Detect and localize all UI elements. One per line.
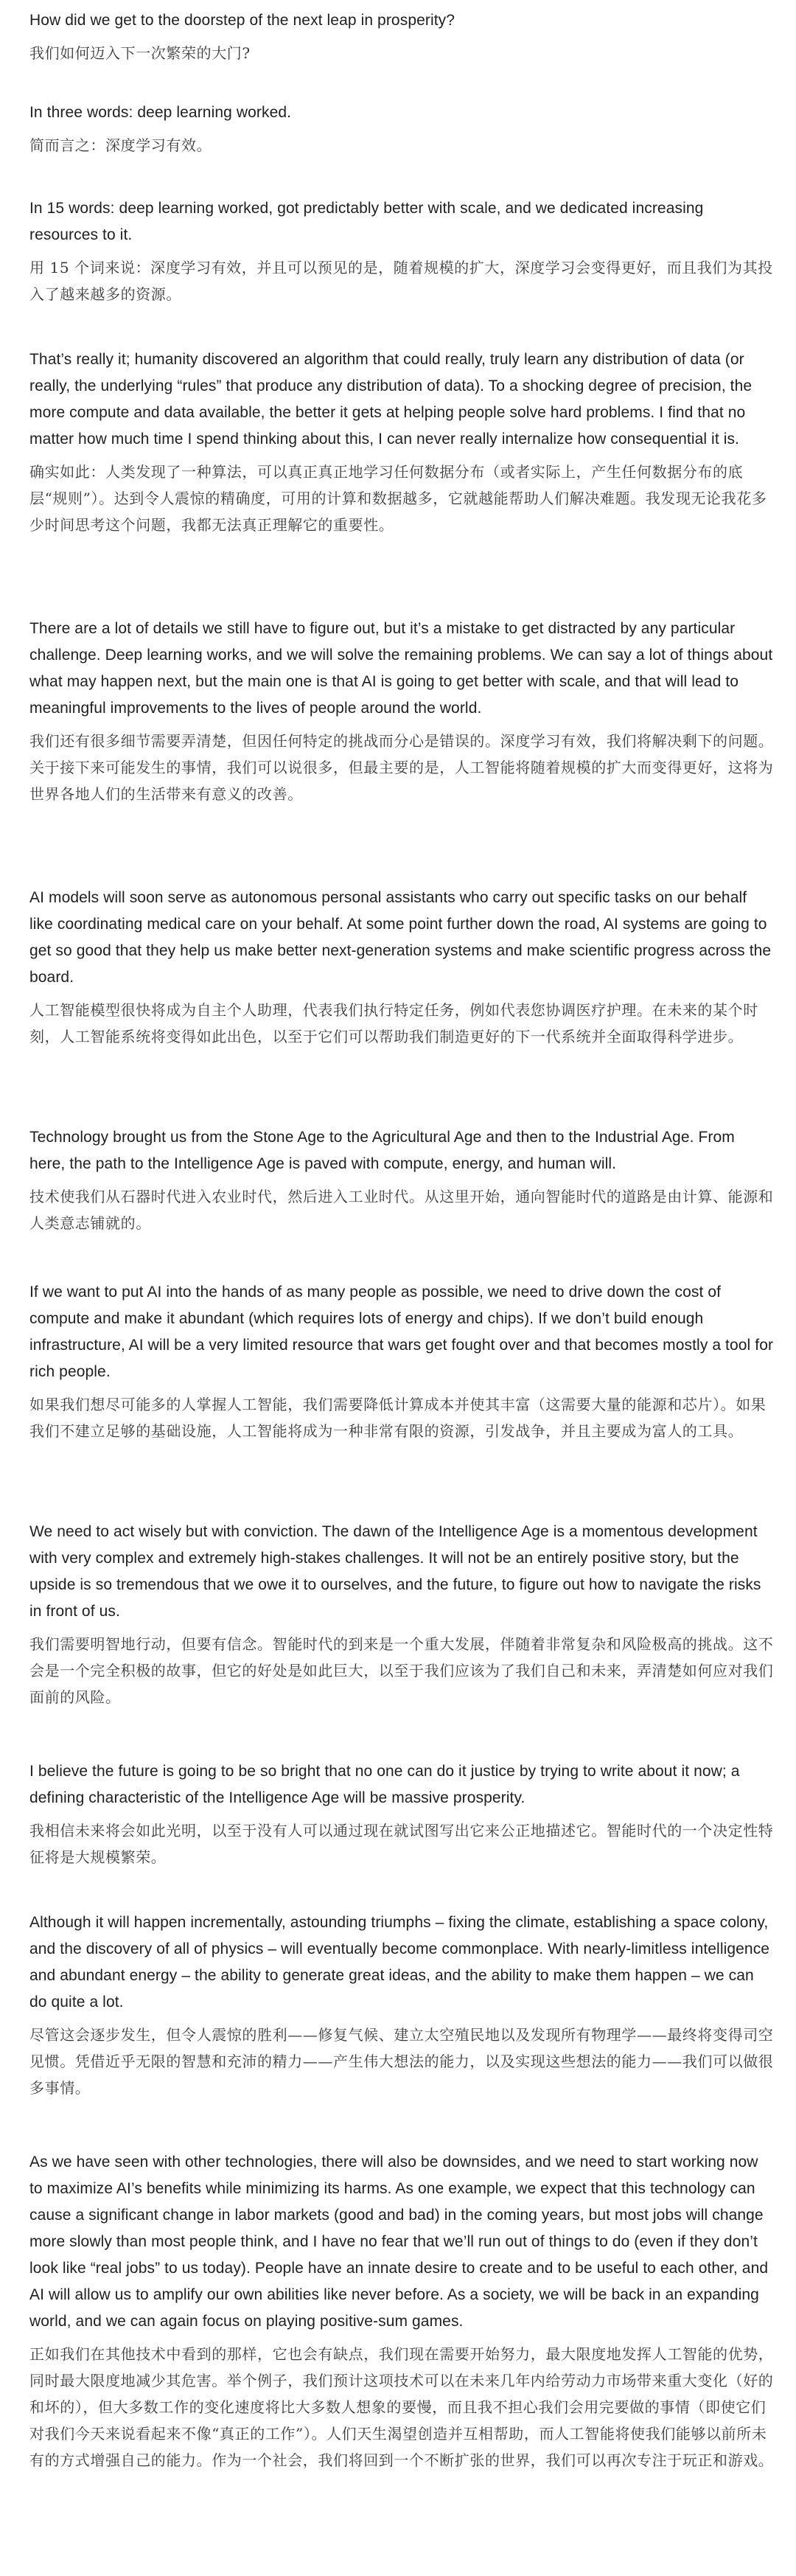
english-paragraph: As we have seen with other technologies, there will also be downsides, and we need to start working now to maximize AI’s benefits while minimizing its harms. As one example, we expect that this technology can cause a significant change in labor markets (good and bad) in the coming years, but most jobs will change more slowly than most people think, and I have no fear that we’ll run out of things to do (even if they don’t look like “real jobs” to us today). People have an innate desire to create and to be useful to each other, and AI will allow us to amplify our own abilities like never before. As a society, we will be back in an expanding world, and we can again focus on playing positive-sum games. xyxy=(29,2154,769,2330)
paragraph-block xyxy=(29,1519,774,1710)
paragraph-block xyxy=(29,2149,774,2474)
english-paragraph: How did we get to the doorstep of the next leap in prosperity? xyxy=(29,12,455,29)
chinese-paragraph: 确实如此：人类发现了一种算法，可以真正真正地学习任何数据分布（或者实际上，产生任何数据分布的底层“规则”）。达到令人震惊的精确度，可用的计算和数据越多，它就越能帮助人们解决难题。我发现无论我花多少时间思考这个问题，我都无法真正理解它的重要性。 xyxy=(29,463,767,534)
chinese-paragraph: 尽管这会逐步发生，但令人震惊的胜利——修复气候、建立太空殖民地以及发现所有物理学——最终将变得司空见惯。凭借近乎无限的智慧和充沛的精力——产生伟大想法的能力，以及实现这些想法的能力——我们可以做很多事情。 xyxy=(29,2026,774,2097)
english-paragraph: If we want to put AI into the hands of as many people as possible, we need to drive down the cost of compute and make it abundant (which requires lots of energy and chips). If we don’t build enough infrastructure, AI will be a very limited resource that wars get fought over and that becomes mostly a tool for rich people. xyxy=(29,1284,774,1380)
chinese-paragraph: 正如我们在其他技术中看到的那样，它也会有缺点，我们现在需要开始努力，最大限度地发挥人工智能的优势，同时最大限度地减少其危害。举个例子，我们预计这项技术可以在未来几年内给劳动力市场带来重大变化（好的和坏的），但大多数工作的变化速度将比大多数人想象的要慢，而且我不担心我们会用完要做的事情（即使它们对我们今天来说看起来不像“真正的工作”）。人们天生渴望创造并互相帮助，而人工智能将使我们能够以前所未有的方式增强自己的能力。作为一个社会，我们将回到一个不断扩张的世界，我们可以再次专注于玩正和游戏。 xyxy=(29,2345,774,2469)
paragraph-block xyxy=(29,1910,774,2101)
chinese-paragraph: 简而言之：深度学习有效。 xyxy=(29,136,212,154)
chinese-paragraph: 我们需要明智地行动，但要有信念。智能时代的到来是一个重大发展，伴随着非常复杂和风险极高的挑战。这不会是一个完全积极的故事，但它的好处是如此巨大，以至于我们应该为了我们自己和未来，弄清楚如何应对我们面前的风险。 xyxy=(29,1635,774,1706)
english-paragraph: In three words: deep learning worked. xyxy=(29,104,292,121)
paragraph-block xyxy=(29,1279,774,1444)
paragraph-block xyxy=(29,347,774,538)
chinese-paragraph: 我们如何迈入下一次繁荣的大门? xyxy=(29,44,251,62)
paragraph-block xyxy=(29,885,774,1050)
chinese-paragraph: 我们还有很多细节需要弄清楚，但因任何特定的挑战而分心是错误的。深度学习有效，我们将解决剩下的问题。关于接下来可能发生的事情，我们可以说很多，但最主要的是，人工智能将随着规模的扩大而变得更好，这将为世界各地人们的生活带来有意义的改善。 xyxy=(29,732,774,803)
english-paragraph: AI models will soon serve as autonomous personal assistants who carry out specific tasks on our behalf like coordinating medical care on your behalf. At some point further down the road, AI systems are going to get so good that they help us make better next-generation systems and make scientific progress across the board. xyxy=(29,889,772,986)
paragraph-block xyxy=(29,616,774,807)
paragraph-block xyxy=(29,100,774,159)
english-paragraph: In 15 words: deep learning worked, got predictably better with scale, and we dedicated increasing resources to it. xyxy=(29,200,704,243)
paragraph-block xyxy=(29,195,774,307)
english-paragraph: Although it will happen incrementally, astounding triumphs – fixing the climate, establishing a space colony, and the discovery of all of physics – will eventually become commonplace. With nearly-limitless intelligence and abundant energy – the ability to generate great ideas, and the ability to make them happen – we can do quite a lot. xyxy=(29,1914,770,2011)
chinese-paragraph: 人工智能模型很快将成为自主个人助理，代表我们执行特定任务，例如代表您协调医疗护理。在未来的某个时刻，人工智能系统将变得如此出色，以至于它们可以帮助我们制造更好的下一代系统并全面取得科学进步。 xyxy=(29,1001,758,1045)
english-paragraph: Technology brought us from the Stone Age to the Agricultural Age and then to the Industrial Age. From here, the path to the Intelligence Age is paved with compute, energy, and human will. xyxy=(29,1129,735,1172)
english-paragraph: I believe the future is going to be so bright that no one can do it justice by trying to write about it now; a defining characteristic of the Intelligence Age will be massive prosperity. xyxy=(29,1763,740,1806)
chinese-paragraph: 用 15 个词来说：深度学习有效，并且可以预见的是，随着规模的扩大，深度学习会变得更好，而且我们为其投入了越来越多的资源。 xyxy=(29,259,773,303)
paragraph-block xyxy=(29,1124,774,1236)
english-paragraph: That’s really it; humanity discovered an algorithm that could really, truly learn any distribution of data (or really, the underlying “rules” that produce any distribution of data). To a shocking degree of precision, the more compute and data available, the better it gets at helping people solve hard problems. I find that no matter how much time I spend thinking about this, I can never really internalize how consequential it is. xyxy=(29,351,753,448)
english-paragraph: We need to act wisely but with conviction. The dawn of the Intelligence Age is a momentous development with very complex and extremely high-stakes challenges. It will not be an entirely positive story, but the upside is so tremendous that we owe it to ourselves, and the future, to figure out how to navigate the risks in front of us. xyxy=(29,1523,761,1620)
paragraph-block xyxy=(29,1758,774,1870)
english-paragraph: There are a lot of details we still have to figure out, but it’s a mistake to get distracted by any particular challenge. Deep learning works, and we will solve the remaining problems. We can say a lot of things about what may happen next, but the main one is that AI is going to get better with scale, and that will lead to meaningful improvements to the lives of people around the world. xyxy=(29,620,773,717)
chinese-paragraph: 我相信未来将会如此光明，以至于没有人可以通过现在就试图写出它来公正地描述它。智能时代的一个决定性特征将是大规模繁荣。 xyxy=(29,1822,774,1866)
chinese-paragraph: 如果我们想尽可能多的人掌握人工智能，我们需要降低计算成本并使其丰富（这需要大量的能源和芯片）。如果我们不建立足够的基础设施，人工智能将成为一种非常有限的资源，引发战争，并且主要成为富人的工具。 xyxy=(29,1396,767,1440)
paragraph-block xyxy=(29,7,774,66)
chinese-paragraph: 技术使我们从石器时代进入农业时代，然后进入工业时代。从这里开始，通向智能时代的道路是由计算、能源和人类意志铺就的。 xyxy=(29,1188,774,1232)
